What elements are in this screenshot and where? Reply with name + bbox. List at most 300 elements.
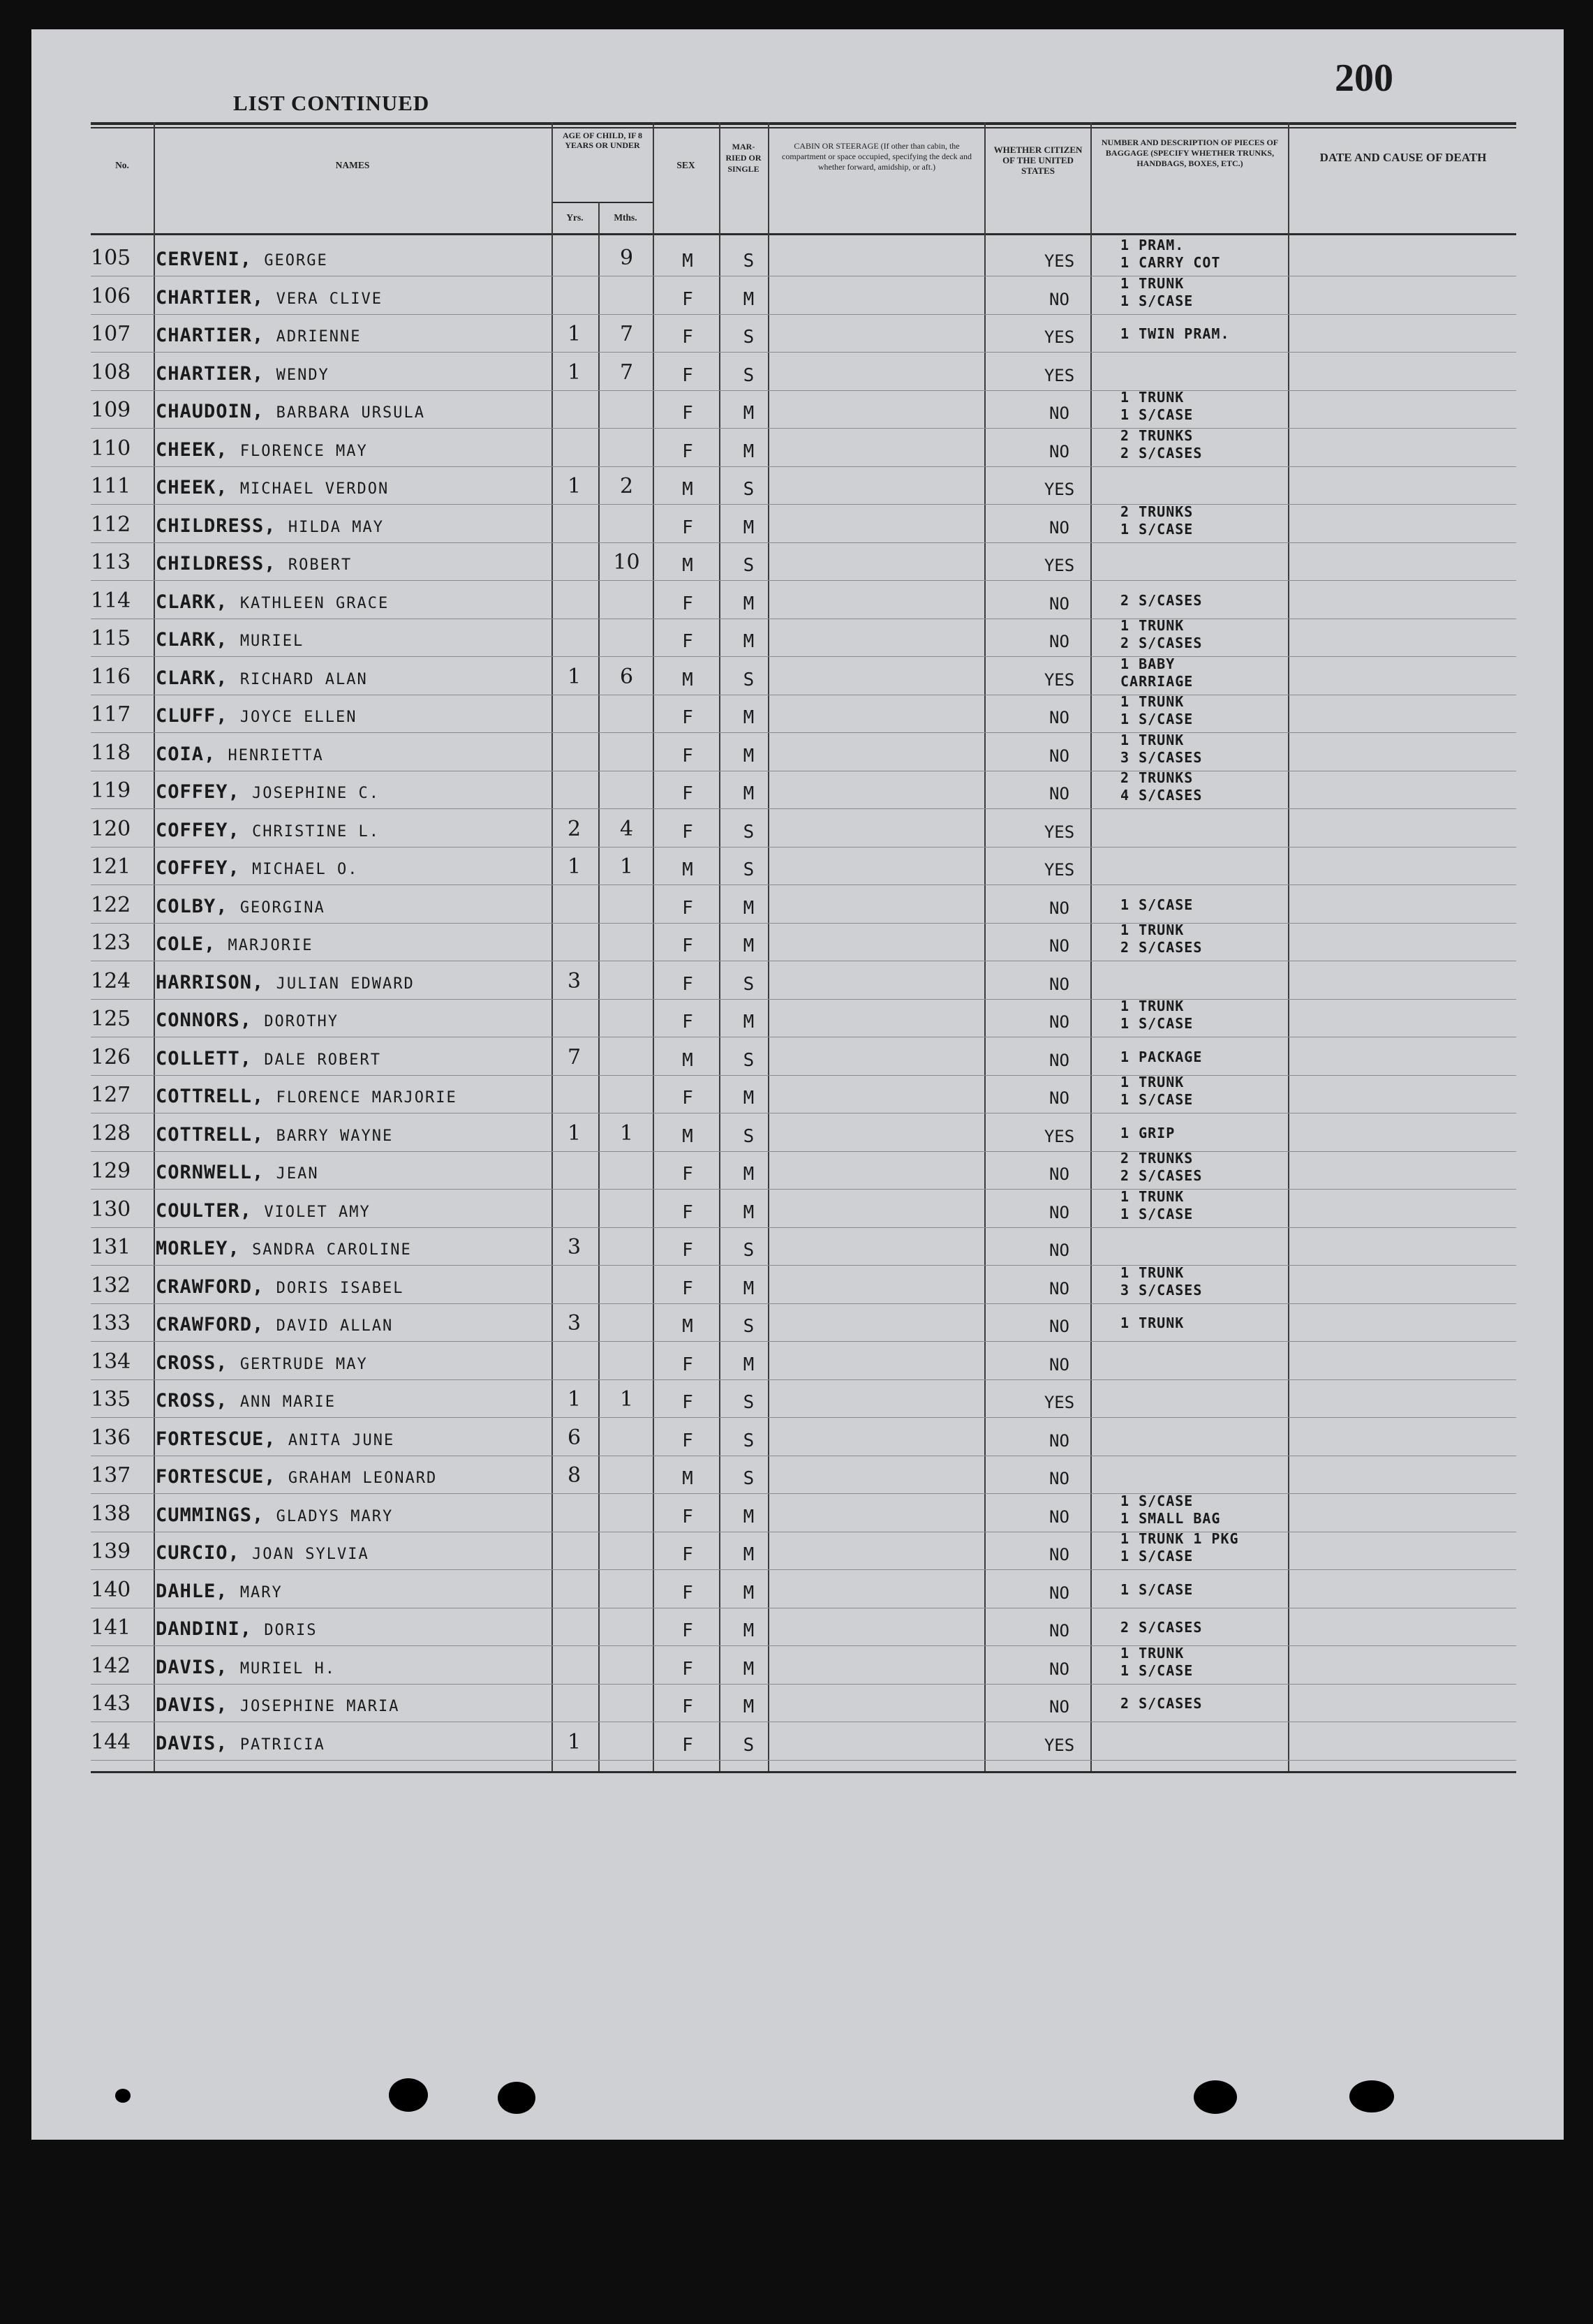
given-names: SANDRA CAROLINE bbox=[252, 1241, 412, 1259]
baggage-line: 1 S/CASE bbox=[1120, 1548, 1194, 1564]
us-citizen: NO bbox=[1049, 1317, 1069, 1336]
baggage bbox=[1120, 503, 1319, 538]
surname: COFFEY, bbox=[156, 857, 240, 879]
baggage bbox=[1120, 1530, 1319, 1565]
row-rule bbox=[91, 466, 1516, 467]
passenger-name bbox=[156, 1010, 339, 1033]
sex: F bbox=[682, 1354, 693, 1375]
surname: COFFEY, bbox=[156, 781, 240, 803]
baggage-line: 2 S/CASES bbox=[1120, 1695, 1203, 1712]
us-citizen: YES bbox=[1044, 556, 1075, 575]
married-single: S bbox=[743, 974, 755, 995]
surname: HARRISON, bbox=[156, 972, 265, 993]
sex: F bbox=[682, 935, 693, 956]
header-cabin: CABIN OR STEERAGE (If other than cabin, the compartment or space occupied, specifying the deck and whether forward, amidship, or aft.) bbox=[782, 141, 972, 172]
baggage bbox=[1120, 1581, 1319, 1599]
baggage-line: 1 S/CASE bbox=[1120, 406, 1194, 423]
baggage-line: 1 GRIP bbox=[1120, 1125, 1176, 1141]
baggage bbox=[1120, 1074, 1319, 1109]
row-number: 109 bbox=[91, 398, 131, 422]
row-number: 116 bbox=[91, 665, 131, 689]
age-years: 1 bbox=[567, 322, 581, 346]
col-rule bbox=[598, 202, 600, 1771]
age-years: 1 bbox=[567, 1121, 581, 1146]
baggage-line: 2 TRUNKS bbox=[1120, 769, 1194, 786]
surname: CROSS, bbox=[156, 1352, 228, 1374]
married-single: M bbox=[743, 1278, 755, 1299]
baggage-line: 1 TRUNK bbox=[1120, 389, 1185, 406]
married-single: S bbox=[743, 479, 755, 500]
sex: F bbox=[682, 707, 693, 728]
us-citizen: NO bbox=[1049, 1469, 1069, 1488]
given-names: DAVID ALLAN bbox=[276, 1317, 394, 1335]
given-names: PATRICIA bbox=[239, 1736, 325, 1754]
married-single: M bbox=[743, 631, 755, 652]
baggage-line: 1 TRUNK bbox=[1120, 922, 1185, 938]
row-number: 142 bbox=[91, 1654, 131, 1678]
age-years: 1 bbox=[567, 474, 581, 498]
age-years: 1 bbox=[567, 854, 581, 879]
baggage bbox=[1120, 237, 1319, 272]
married-single: M bbox=[743, 1507, 755, 1527]
baggage bbox=[1120, 693, 1319, 728]
row-number: 107 bbox=[91, 322, 131, 346]
baggage bbox=[1120, 1264, 1319, 1299]
age-years: 3 bbox=[567, 969, 581, 993]
us-citizen: NO bbox=[1049, 404, 1069, 423]
sex: F bbox=[682, 1544, 693, 1565]
passenger-name bbox=[156, 1315, 393, 1337]
row-number: 125 bbox=[91, 1007, 131, 1031]
sex: M bbox=[682, 479, 693, 500]
row-number: 144 bbox=[91, 1730, 131, 1754]
row-rule bbox=[91, 1417, 1516, 1418]
baggage-line: 1 TRUNK bbox=[1120, 1264, 1185, 1281]
sex: F bbox=[682, 517, 693, 538]
married-single: S bbox=[743, 1430, 755, 1451]
given-names: FLORENCE MARJORIE bbox=[276, 1089, 457, 1107]
table-bottom-rule bbox=[91, 1771, 1516, 1773]
surname: FORTESCUE, bbox=[156, 1428, 276, 1450]
row-rule bbox=[91, 1684, 1516, 1685]
passenger-name bbox=[156, 858, 359, 880]
surname: CHARTIER, bbox=[156, 287, 265, 309]
age-years: 7 bbox=[567, 1045, 581, 1070]
sex: F bbox=[682, 1392, 693, 1413]
married-single: M bbox=[743, 1164, 755, 1185]
baggage-line: 2 S/CASES bbox=[1120, 939, 1203, 956]
baggage bbox=[1120, 1150, 1319, 1185]
baggage-line: 1 S/CASE bbox=[1120, 521, 1194, 538]
row-number: 139 bbox=[91, 1539, 131, 1564]
baggage bbox=[1120, 656, 1319, 690]
row-rule bbox=[91, 352, 1516, 353]
row-number: 141 bbox=[91, 1615, 131, 1640]
row-number: 133 bbox=[91, 1311, 131, 1335]
surname: CRAWFORD, bbox=[156, 1314, 265, 1335]
married-single: M bbox=[743, 1583, 755, 1604]
row-number: 108 bbox=[91, 360, 131, 385]
age-months: 9 bbox=[619, 246, 634, 270]
baggage-line: 2 S/CASES bbox=[1120, 635, 1203, 651]
surname: CORNWELL, bbox=[156, 1162, 265, 1183]
row-number: 127 bbox=[91, 1083, 131, 1107]
baggage-line: 1 TRUNK 1 PKG bbox=[1120, 1530, 1239, 1547]
sex: F bbox=[682, 289, 693, 310]
baggage-line: 1 CARRY COT bbox=[1120, 254, 1221, 271]
baggage-line: 1 TRUNK bbox=[1120, 1315, 1185, 1331]
row-rule bbox=[91, 808, 1516, 809]
row-number: 129 bbox=[91, 1159, 131, 1183]
row-number: 113 bbox=[91, 550, 131, 575]
surname: CHEEK, bbox=[156, 439, 228, 461]
married-single: S bbox=[743, 1050, 755, 1071]
baggage-line: 1 S/CASE bbox=[1120, 711, 1194, 727]
us-citizen: NO bbox=[1049, 1697, 1069, 1717]
us-citizen: NO bbox=[1049, 1355, 1069, 1375]
us-citizen: NO bbox=[1049, 975, 1069, 994]
row-number: 135 bbox=[91, 1387, 131, 1412]
given-names: MICHAEL O. bbox=[252, 861, 359, 878]
us-citizen: NO bbox=[1049, 632, 1069, 651]
age-months: 1 bbox=[619, 854, 634, 879]
row-number: 130 bbox=[91, 1197, 131, 1222]
baggage bbox=[1120, 1125, 1319, 1142]
us-citizen: YES bbox=[1044, 480, 1075, 499]
baggage-line: 1 S/CASE bbox=[1120, 1581, 1194, 1598]
surname: DANDINI, bbox=[156, 1618, 253, 1640]
baggage bbox=[1120, 592, 1319, 609]
baggage-line: 1 TRUNK bbox=[1120, 998, 1185, 1014]
row-number: 131 bbox=[91, 1235, 131, 1259]
given-names: JULIAN EDWARD bbox=[276, 975, 415, 993]
given-names: ADRIENNE bbox=[276, 328, 362, 346]
passenger-name bbox=[156, 1162, 319, 1185]
passenger-name bbox=[156, 896, 325, 919]
age-years: 1 bbox=[567, 360, 581, 385]
given-names: DORIS bbox=[264, 1622, 318, 1639]
baggage-line: 1 S/CASE bbox=[1120, 1662, 1194, 1679]
surname: COFFEY, bbox=[156, 820, 240, 841]
row-number: 115 bbox=[91, 626, 131, 651]
us-citizen: NO bbox=[1049, 936, 1069, 956]
row-number: 134 bbox=[91, 1349, 131, 1374]
passenger-name bbox=[156, 972, 415, 995]
us-citizen: NO bbox=[1049, 594, 1069, 614]
list-title: LIST CONTINUED bbox=[233, 91, 430, 115]
baggage bbox=[1120, 922, 1319, 956]
married-single: S bbox=[743, 1735, 755, 1756]
row-number: 110 bbox=[91, 436, 131, 461]
sex: F bbox=[682, 327, 693, 348]
baggage-line: 2 S/CASES bbox=[1120, 592, 1203, 609]
married-single: S bbox=[743, 327, 755, 348]
baggage bbox=[1120, 427, 1319, 462]
given-names: JEAN bbox=[276, 1165, 319, 1183]
row-rule bbox=[91, 847, 1516, 848]
row-number: 143 bbox=[91, 1692, 131, 1716]
baggage-line: 1 TRUNK bbox=[1120, 693, 1185, 710]
surname: COIA, bbox=[156, 743, 216, 765]
us-citizen: YES bbox=[1044, 1735, 1075, 1755]
us-citizen: NO bbox=[1049, 1621, 1069, 1641]
row-rule bbox=[91, 1341, 1516, 1342]
sex: M bbox=[682, 1468, 693, 1489]
married-single: M bbox=[743, 441, 755, 462]
header-baggage: NUMBER AND DESCRIPTION OF PIECES OF BAGGAGE (SPECIFY WHETHER TRUNKS, HANDBAGS, BOXES, ETC.) bbox=[1101, 138, 1279, 168]
surname: MORLEY, bbox=[156, 1238, 240, 1259]
sex: F bbox=[682, 1164, 693, 1185]
baggage bbox=[1120, 325, 1319, 343]
baggage-line: 1 PACKAGE bbox=[1120, 1049, 1203, 1065]
married-single: M bbox=[743, 403, 755, 424]
surname: CERVENI, bbox=[156, 249, 253, 270]
married-single: M bbox=[743, 1620, 755, 1641]
passenger-name bbox=[156, 1238, 412, 1261]
baggage-line: 1 TWIN PRAM. bbox=[1120, 325, 1230, 342]
row-rule bbox=[91, 542, 1516, 543]
baggage-line: 2 TRUNKS bbox=[1120, 1150, 1194, 1167]
given-names: DOROTHY bbox=[264, 1013, 339, 1030]
us-citizen: YES bbox=[1044, 1393, 1075, 1412]
sex: M bbox=[682, 555, 693, 576]
surname: COTTRELL, bbox=[156, 1124, 265, 1146]
surname: COTTRELL, bbox=[156, 1086, 265, 1107]
us-citizen: NO bbox=[1049, 1583, 1069, 1603]
surname: CRAWFORD, bbox=[156, 1276, 265, 1298]
passenger-name bbox=[156, 478, 389, 500]
us-citizen: NO bbox=[1049, 442, 1069, 461]
header-sex: SEX bbox=[676, 160, 695, 170]
punch-mark bbox=[115, 2089, 131, 2103]
baggage bbox=[1120, 1695, 1319, 1712]
given-names: FLORENCE MAY bbox=[239, 443, 368, 460]
header-mths: Mths. bbox=[614, 212, 637, 223]
age-months: 2 bbox=[619, 474, 634, 498]
age-years: 3 bbox=[567, 1311, 581, 1335]
header-citizen: WHETHER CITIZEN OF THE UNITED STATES bbox=[993, 145, 1083, 176]
given-names: MICHAEL VERDON bbox=[239, 480, 390, 498]
given-names: ANN MARIE bbox=[239, 1393, 336, 1411]
us-citizen: YES bbox=[1044, 327, 1075, 347]
given-names: WENDY bbox=[276, 367, 329, 384]
age-years: 2 bbox=[567, 817, 581, 841]
header-married: MAR-RIED OR SINGLE bbox=[725, 142, 762, 174]
passenger-name bbox=[156, 1505, 393, 1527]
surname: CROSS, bbox=[156, 1390, 228, 1412]
baggage-line: 1 SMALL BAG bbox=[1120, 1510, 1221, 1527]
baggage bbox=[1120, 389, 1319, 424]
married-single: S bbox=[743, 822, 755, 843]
baggage-line: 1 S/CASE bbox=[1120, 293, 1194, 309]
baggage-line: 1 BABY bbox=[1120, 656, 1176, 672]
given-names: MARJORIE bbox=[228, 937, 313, 954]
baggage-line: 3 S/CASES bbox=[1120, 749, 1203, 766]
baggage-line: 1 TRUNK bbox=[1120, 275, 1185, 292]
header-death: DATE AND CAUSE OF DEATH bbox=[1319, 151, 1487, 164]
sex: F bbox=[682, 1278, 693, 1299]
married-single: S bbox=[743, 1468, 755, 1489]
header-bottom-rule bbox=[91, 233, 1516, 235]
row-number: 122 bbox=[91, 893, 131, 917]
passenger-name bbox=[156, 516, 384, 538]
given-names: HENRIETTA bbox=[228, 747, 324, 764]
married-single: S bbox=[743, 1126, 755, 1147]
married-single: S bbox=[743, 1392, 755, 1413]
punch-hole bbox=[1194, 2080, 1237, 2114]
sex: M bbox=[682, 669, 693, 690]
us-citizen: NO bbox=[1049, 746, 1069, 766]
given-names: GLADYS MARY bbox=[276, 1508, 394, 1525]
age-years: 1 bbox=[567, 665, 581, 689]
given-names: MURIEL bbox=[239, 632, 304, 650]
age-months: 7 bbox=[619, 322, 634, 346]
given-names: GERTRUDE MAY bbox=[239, 1356, 368, 1373]
married-single: M bbox=[743, 1088, 755, 1109]
passenger-name bbox=[156, 820, 380, 843]
age-years: 6 bbox=[567, 1426, 581, 1450]
given-names: KATHLEEN GRACE bbox=[239, 595, 390, 612]
row-number: 124 bbox=[91, 969, 131, 993]
us-citizen: NO bbox=[1049, 1164, 1069, 1184]
sex: F bbox=[682, 1088, 693, 1109]
sex: F bbox=[682, 1620, 693, 1641]
surname: CLUFF, bbox=[156, 705, 228, 727]
us-citizen: NO bbox=[1049, 1659, 1069, 1679]
married-single: S bbox=[743, 859, 755, 880]
baggage bbox=[1120, 275, 1319, 310]
passenger-name bbox=[156, 744, 324, 767]
surname: DAVIS, bbox=[156, 1657, 228, 1678]
given-names: JOSEPHINE C. bbox=[252, 785, 380, 802]
row-number: 105 bbox=[91, 246, 131, 270]
married-single: S bbox=[743, 1316, 755, 1337]
married-single: M bbox=[743, 1012, 755, 1033]
given-names: VIOLET AMY bbox=[264, 1204, 371, 1221]
sex: F bbox=[682, 593, 693, 614]
sex: F bbox=[682, 365, 693, 386]
surname: CLARK, bbox=[156, 629, 228, 651]
surname: CHEEK, bbox=[156, 477, 228, 498]
baggage bbox=[1120, 1315, 1319, 1332]
sex: M bbox=[682, 1050, 693, 1071]
surname: CHAUDOIN, bbox=[156, 401, 265, 422]
surname: CHARTIER, bbox=[156, 363, 265, 385]
row-number: 136 bbox=[91, 1426, 131, 1450]
passenger-name bbox=[156, 1353, 368, 1375]
us-citizen: NO bbox=[1049, 1241, 1069, 1260]
us-citizen: NO bbox=[1049, 1088, 1069, 1108]
married-single: M bbox=[743, 289, 755, 310]
us-citizen: NO bbox=[1049, 784, 1069, 804]
age-years: 1 bbox=[567, 1387, 581, 1412]
married-single: M bbox=[743, 783, 755, 804]
given-names: JOYCE ELLEN bbox=[239, 709, 357, 726]
sex: F bbox=[682, 974, 693, 995]
row-rule bbox=[91, 1227, 1516, 1228]
married-single: M bbox=[743, 898, 755, 919]
row-number: 114 bbox=[91, 589, 131, 613]
baggage-line: 2 TRUNKS bbox=[1120, 503, 1194, 520]
sex: F bbox=[682, 1659, 693, 1680]
row-rule bbox=[91, 1303, 1516, 1304]
passenger-name bbox=[156, 249, 328, 272]
passenger-name bbox=[156, 1201, 371, 1223]
married-single: M bbox=[743, 517, 755, 538]
surname: DAHLE, bbox=[156, 1581, 228, 1602]
given-names: GRAHAM LEONARD bbox=[288, 1470, 438, 1487]
row-rule bbox=[91, 580, 1516, 581]
baggage-line: 2 S/CASES bbox=[1120, 445, 1203, 461]
passenger-name bbox=[156, 706, 357, 728]
passenger-name bbox=[156, 1125, 393, 1147]
given-names: HILDA MAY bbox=[288, 519, 385, 536]
sex: F bbox=[682, 1696, 693, 1717]
sex: F bbox=[682, 441, 693, 462]
header-names: NAMES bbox=[335, 160, 370, 170]
married-single: S bbox=[743, 251, 755, 272]
married-single: M bbox=[743, 1696, 755, 1717]
age-subheader-rule bbox=[551, 202, 653, 203]
surname: CURCIO, bbox=[156, 1542, 240, 1564]
row-number: 121 bbox=[91, 854, 131, 879]
surname: DAVIS, bbox=[156, 1694, 228, 1716]
us-citizen: YES bbox=[1044, 860, 1075, 880]
age-months: 7 bbox=[619, 360, 634, 385]
header-top-rule-2 bbox=[91, 127, 1516, 128]
passenger-name bbox=[156, 1467, 437, 1489]
row-number: 128 bbox=[91, 1121, 131, 1146]
col-rule bbox=[653, 122, 654, 1771]
married-single: M bbox=[743, 1544, 755, 1565]
baggage bbox=[1120, 1049, 1319, 1066]
baggage-line: 1 S/CASE bbox=[1120, 896, 1194, 913]
page-number: 200 bbox=[1335, 57, 1393, 100]
age-months: 1 bbox=[619, 1387, 634, 1412]
married-single: M bbox=[743, 1354, 755, 1375]
us-citizen: YES bbox=[1044, 822, 1075, 842]
passenger-name bbox=[156, 288, 383, 310]
given-names: ROBERT bbox=[288, 556, 353, 574]
married-single: S bbox=[743, 1240, 755, 1261]
sex: F bbox=[682, 746, 693, 767]
surname: CONNORS, bbox=[156, 1009, 253, 1031]
row-number: 138 bbox=[91, 1502, 131, 1526]
passenger-name bbox=[156, 554, 352, 576]
baggage-line: 2 TRUNKS bbox=[1120, 427, 1194, 444]
baggage-line: CARRIAGE bbox=[1120, 673, 1194, 690]
baggage-line: 1 S/CASE bbox=[1120, 1015, 1194, 1032]
baggage-line: 1 S/CASE bbox=[1120, 1206, 1194, 1222]
header-top-rule bbox=[91, 122, 1516, 125]
header-no: No. bbox=[115, 160, 129, 170]
baggage bbox=[1120, 1188, 1319, 1223]
married-single: S bbox=[743, 365, 755, 386]
surname: COLLETT, bbox=[156, 1048, 253, 1070]
passenger-name bbox=[156, 1619, 318, 1641]
age-months: 4 bbox=[619, 817, 634, 841]
surname: COLE, bbox=[156, 933, 216, 955]
married-single: M bbox=[743, 1202, 755, 1223]
surname: FORTESCUE, bbox=[156, 1466, 276, 1488]
row-number: 112 bbox=[91, 512, 131, 537]
married-single: M bbox=[743, 707, 755, 728]
given-names: CHRISTINE L. bbox=[252, 823, 380, 841]
baggage-line: 2 S/CASES bbox=[1120, 1167, 1203, 1184]
us-citizen: NO bbox=[1049, 1545, 1069, 1564]
given-names: ANITA JUNE bbox=[288, 1432, 395, 1449]
punch-hole bbox=[389, 2078, 428, 2112]
